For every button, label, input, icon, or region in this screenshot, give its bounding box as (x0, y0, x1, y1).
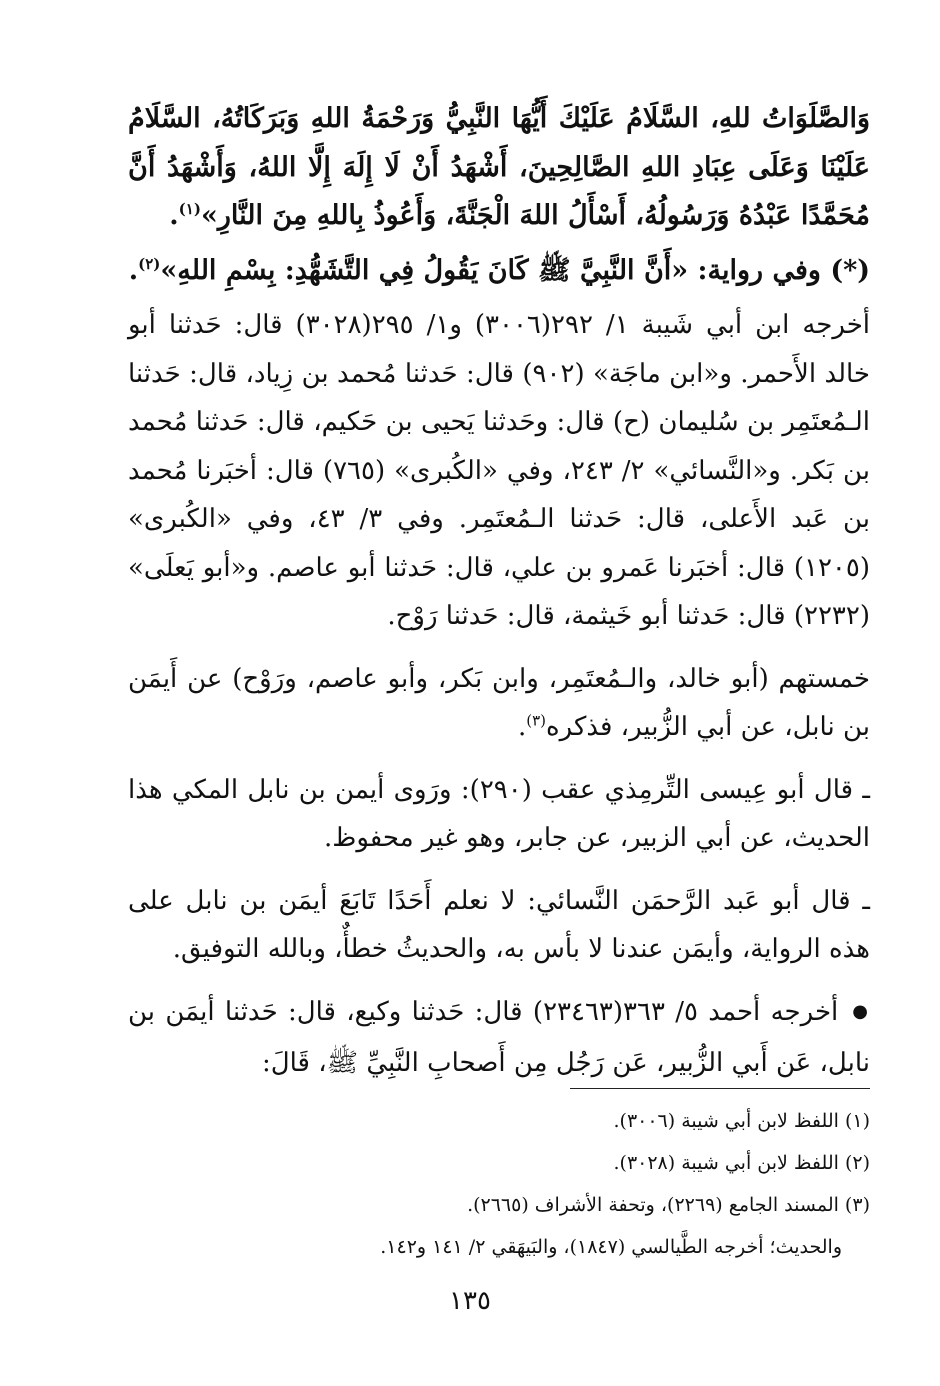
footnote-ref-1: (١) (178, 200, 201, 218)
takhrij-paragraph: أخرجه ابن أبي شَيبة ١/ ٢٩٢(٣٠٠٦) و١/ ٢٩٥(٣٠٢٨) قال: حَدثنا أبو خالد الأَحمر. و«ابن ماجَة» (٩٠٢) قال: حَدثنا مُحمد بن زِياد، قال: حَدثنا الـمُعتَمِر بن سُليمان (ح) قال: وحَدثنا يَحيى بن حَكيم، قال: حَدثنا مُحمد بن بَكر. و«النَّسائي» ٢/ ٢٤٣، وفي «الكُبرى» (٧٦٥) قال: أخبَرنا مُحمد بن عَبد الأَعلى، قال: حَدثنا الـمُعتَمِر. وفي ٣/ ٤٣، وفي «الكُبرى» (١٢٠٥) قال: أخبَرنا عَمرو بن علي، قال: حَدثنا أبو عاصم. و«أبو يَعلَى» (٢٢٣٢) قال: حَدثنا أبو خَيثمة، قال: حَدثنا رَوْح. (128, 310, 871, 631)
footnote-1: (١) اللفظ لابن أبي شيبة (٣٠٠٦). (613, 1110, 870, 1132)
khamsatuhum-text: خمستهم (أبو خالد، والـمُعتَمِر، وابن بَكر، وأبو عاصم، ورَوْح) عن أَيمَن بن نابل، عن أبي الزُّبير، فذكره (128, 663, 870, 742)
khamsatuhum-paragraph (128, 655, 870, 752)
khamsatuhum-end: . (517, 712, 527, 742)
riwaya-paragraph (128, 247, 870, 296)
page-number: ١٣٥ (449, 1286, 491, 1316)
footnote-2: (٢) اللفظ لابن أبي شيبة (٣٠٢٨). (613, 1152, 870, 1174)
footnote-3-continuation: والحديث؛ أخرجه الطَّيالسي (١٨٤٧)، والبَيهَقي ٢/ ١٤١ و١٤٢. (380, 1236, 842, 1258)
footnote-ref-2: (٢) (138, 254, 161, 273)
riwaya-text: (*) وفي رواية: «أَنَّ النَّبِيَّ ﷺ كَانَ يَقُولُ فِي التَّشَهُّدِ: بِسْمِ اللهِ» (160, 254, 870, 286)
footnote-divider (570, 1088, 870, 1089)
hadith-text: وَالصَّلَوَاتُ للهِ، السَّلَامُ عَلَيْكَ أَيُّهَا النَّبِيُّ وَرَحْمَةُ اللهِ وَبَرَكَاتُهُ، السَّلَامُ عَلَيْنَا وَعَلَى عِبَادِ اللهِ الصَّالِحِينَ، أَشْهَدُ أَنْ لَا إِلَهَ إِلَّا اللهُ، وَأَشْهَدُ أَنَّ مُحَمَّدًا عَبْدُهُ وَرَسُولُهُ، أَسْأَلُ اللهَ الْجَنَّةَ، وَأَعُوذُ بِاللهِ مِنَ النَّارِ» (128, 103, 870, 231)
bullet-icon: ● (852, 1000, 870, 1022)
footnote-ref-3: (٣) (526, 711, 546, 730)
footnotes (128, 1100, 870, 1268)
ahmad-paragraph (128, 988, 870, 1088)
nasai-paragraph: ـ قال أبو عَبد الرَّحمَن النَّسائي: لا نعلم أَحَدًا تَابَعَ أيمَن بن نابل على هذه الرواية، وأيمَن عندنا لا بأس به، والحديثُ خطأٌ، وبالله التوفيق. (128, 885, 870, 964)
hadith-end: . (169, 200, 179, 231)
main-text (128, 95, 870, 1088)
ahmad-text: أخرجه أحمد ٥/ ٣٦٣(٢٣٤٦٣) قال: حَدثنا وكيع، قال: حَدثنا أيمَن بن نابل، عَن أَبي الزُّبير، عَن رَجُل مِن أَصحابِ النَّبِيِّ ﷺ، قَالَ: (128, 996, 870, 1078)
footnote-3: (٣) المسند الجامع (٢٢٦٩)، وتحفة الأشراف (٢٦٦٥). (467, 1194, 870, 1216)
tirmidhi-paragraph: ـ قال أبو عِيسى التِّرمِذي عقب (٢٩٠): ورَوى أيمن بن نابل المكي هذا الحديث، عن أبي الزبير، عن جابر، وهو غير محفوظ. (128, 774, 870, 853)
riwaya-end: . (128, 254, 139, 286)
hadith-paragraph (128, 95, 870, 241)
